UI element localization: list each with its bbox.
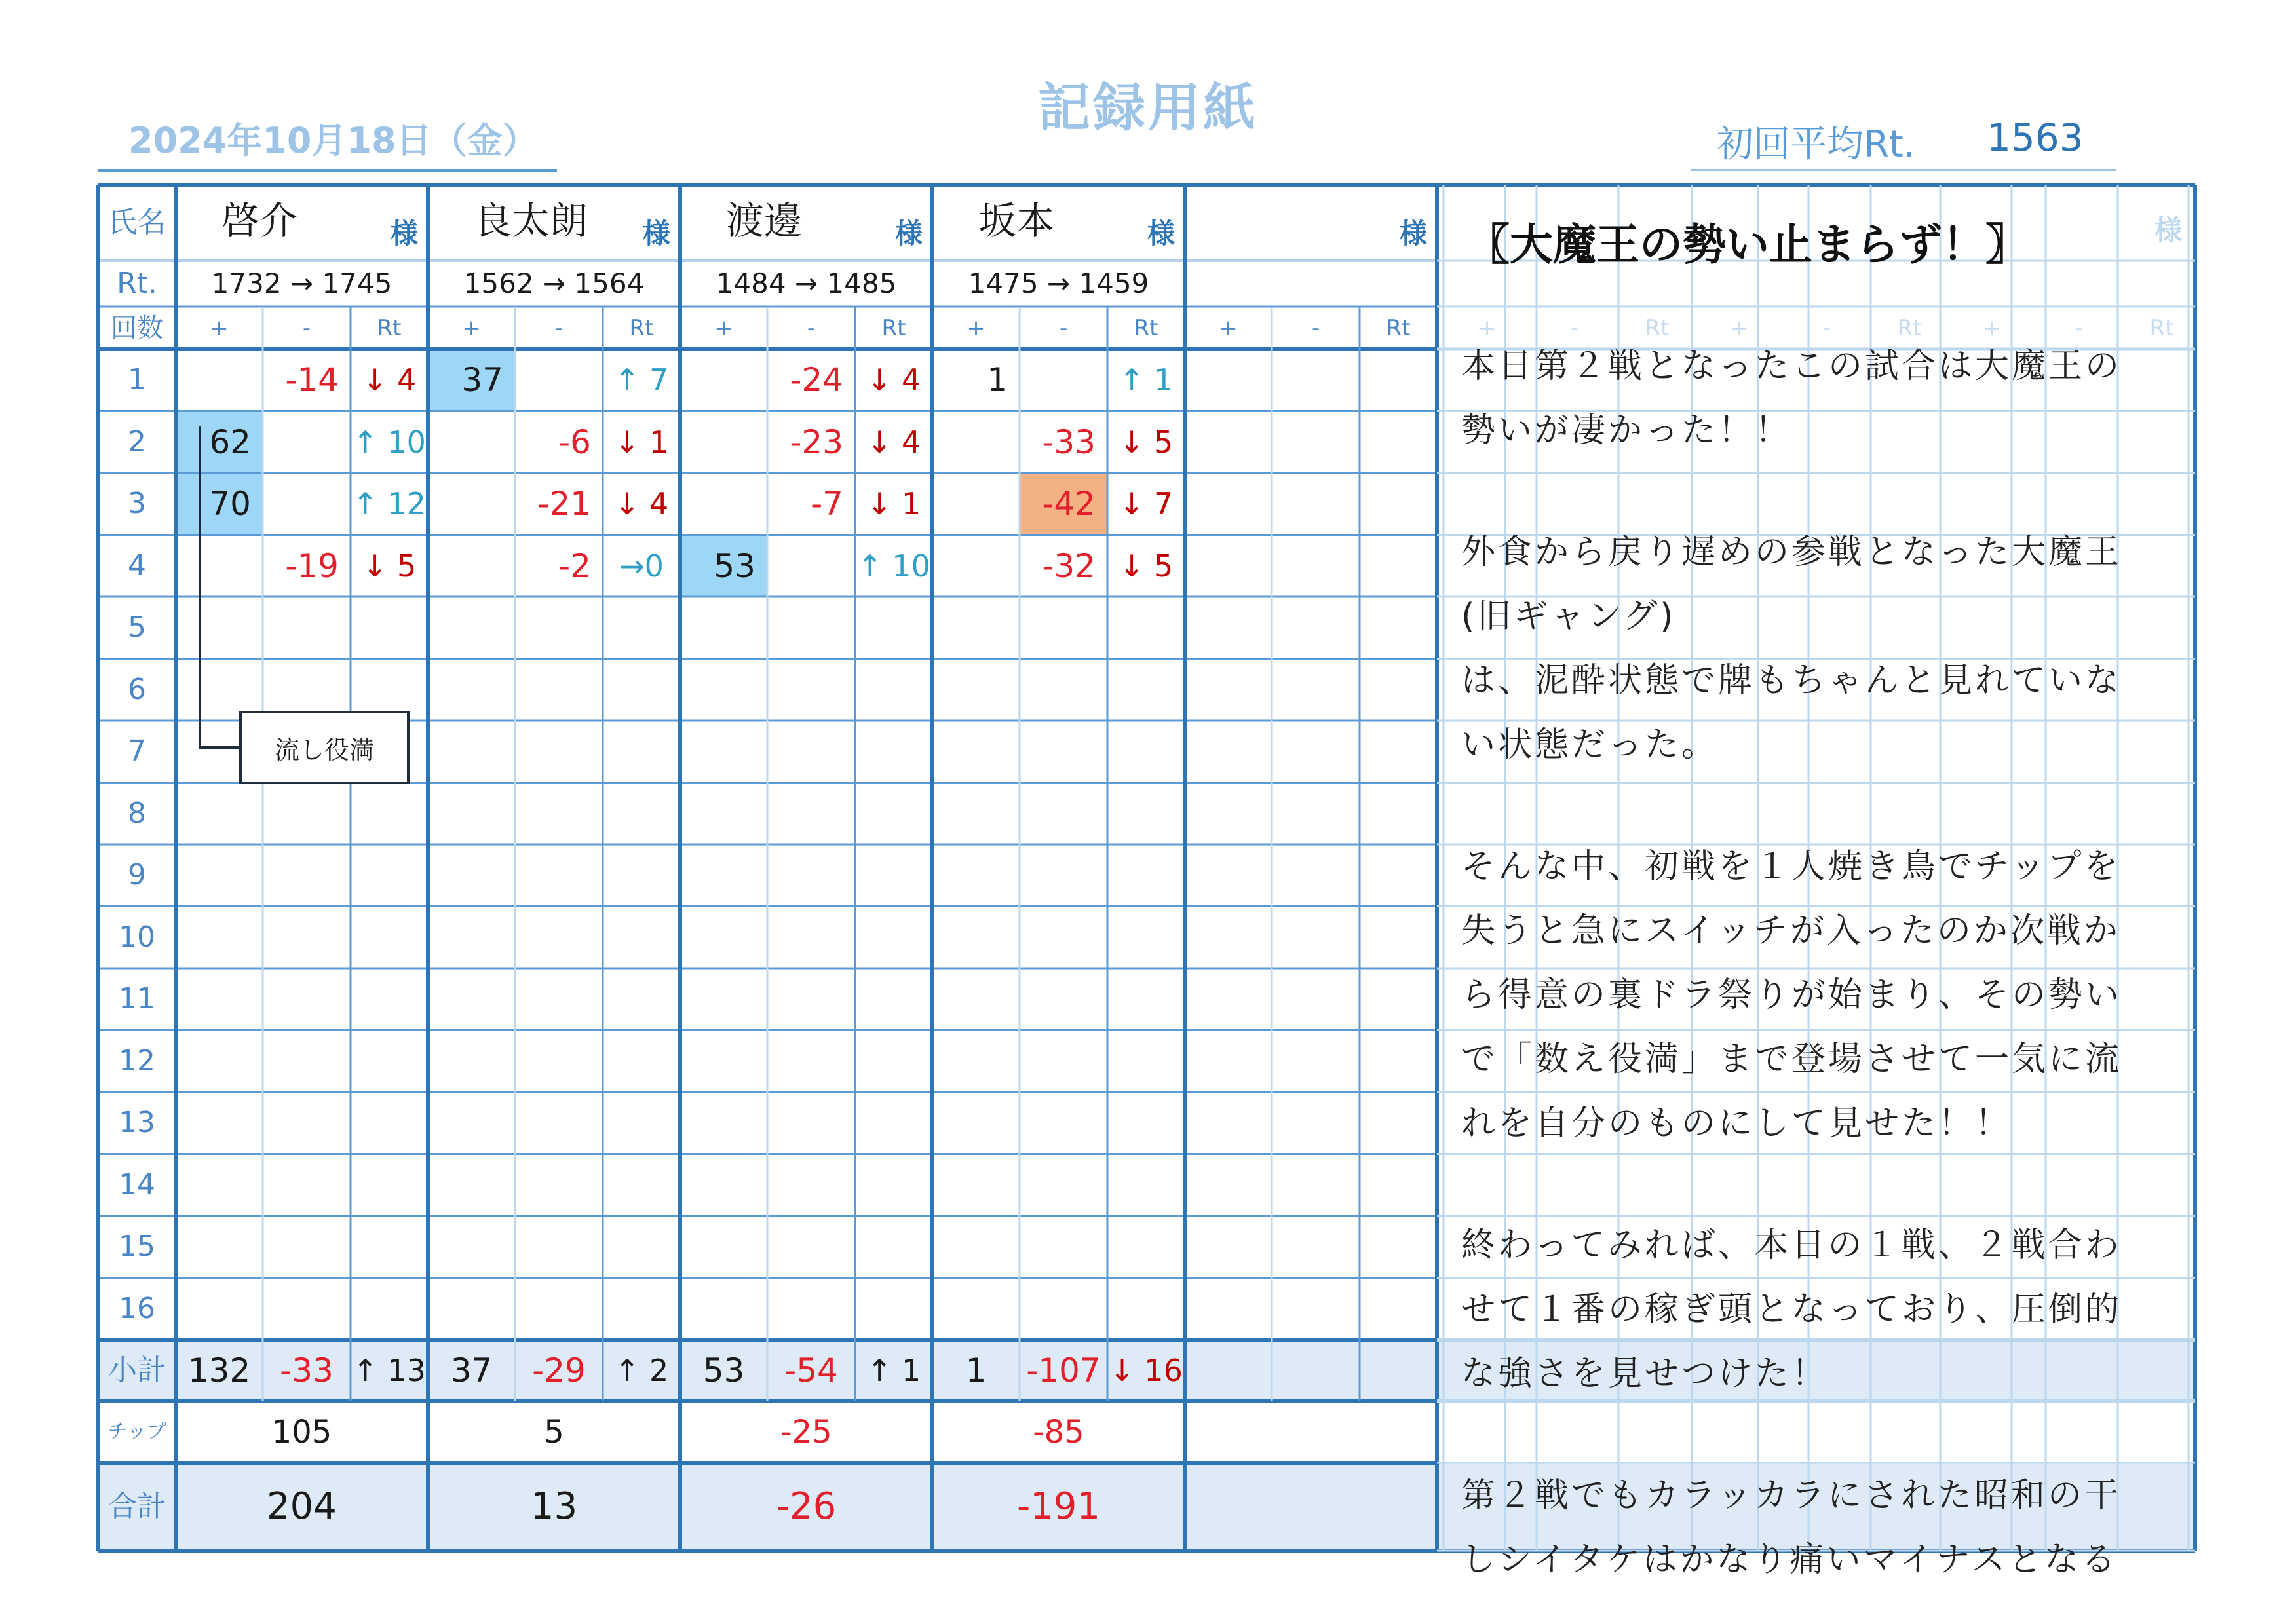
round-number: 8 (128, 796, 146, 830)
score-plus: 53 (714, 546, 756, 585)
article-paragraph (1461, 835, 2169, 1156)
score-minus: -21 (537, 485, 591, 523)
article-line: い状態だった。 (1461, 725, 1719, 765)
subtotal-minus: -33 (280, 1351, 334, 1389)
round-number: 4 (128, 548, 146, 582)
score-minus: -32 (1042, 546, 1096, 585)
round-number: 5 (128, 611, 146, 645)
panel-header-ghost: - (2075, 314, 2084, 341)
column-header: + (462, 314, 481, 341)
honorific-label: 様 (390, 217, 418, 250)
panel-header-ghost: Rt (1645, 314, 1670, 341)
average-rating-value: 1563 (1987, 115, 2084, 160)
score-minus: -24 (790, 361, 843, 400)
rating-change: ↑ 7 (614, 362, 669, 398)
column-header: - (1059, 314, 1068, 341)
score-minus: -19 (285, 546, 339, 585)
column-header: Rt (1134, 314, 1158, 341)
chip-value: 5 (544, 1414, 564, 1450)
rating-change: ↓ 4 (362, 362, 417, 398)
round-number: 3 (128, 487, 146, 521)
rating-change: ↓ 4 (866, 424, 921, 460)
column-header: + (1219, 314, 1238, 341)
annotation-note: 流し役満 (239, 711, 410, 784)
subtotal-rating: ↑ 1 (866, 1353, 921, 1388)
rating-change: →0 (619, 548, 664, 584)
subtotal-rating: ↓ 16 (1109, 1353, 1183, 1388)
column-header: Rt (629, 314, 654, 341)
score-plus: 62 (209, 423, 251, 461)
player-rating: 1732 → 1745 (211, 267, 392, 299)
article-line: 外食から戻り遅めの参戦となった大魔王 (1461, 533, 2122, 572)
round-number: 12 (119, 1044, 155, 1078)
total-value: -191 (1016, 1485, 1101, 1528)
subtotal-minus: -29 (532, 1351, 586, 1389)
label-subtotal: 小計 (108, 1353, 166, 1387)
article-paragraph (1461, 334, 2169, 463)
player-name: 啓介 (221, 198, 298, 243)
subtotal-plus: 132 (187, 1351, 251, 1389)
article-paragraph (1461, 1463, 2169, 1592)
total-value: 204 (267, 1485, 337, 1528)
panel-header-ghost: Rt (2149, 314, 2174, 341)
panel-header-ghost: + (1730, 314, 1749, 341)
rating-change: ↑ 12 (353, 486, 426, 522)
column-header: + (966, 314, 985, 341)
column-header: + (210, 314, 229, 341)
article-line: 失うと急にスイッチが入ったのか次戦か (1461, 911, 2120, 951)
rating-change: ↓ 5 (362, 548, 417, 584)
score-minus: -23 (790, 423, 843, 461)
round-number: 13 (119, 1106, 155, 1140)
subtotal-minus: -54 (784, 1351, 838, 1389)
label-round: 回数 (111, 312, 163, 343)
player-rating: 1484 → 1485 (716, 267, 897, 299)
panel-header-ghost: + (1478, 314, 1497, 341)
panel-honorific-ghost: 様 (2154, 214, 2182, 246)
panel-header-ghost: + (1982, 314, 2001, 341)
score-minus: -7 (811, 485, 843, 523)
rating-change: ↓ 1 (866, 486, 921, 522)
article-line: で「数え役満」まで登場させて一気に流 (1461, 1040, 2122, 1079)
article-line: 終わってみれば、本日の１戦、２戦合わ (1461, 1226, 2122, 1265)
column-header: - (302, 314, 311, 341)
round-number: 14 (119, 1167, 155, 1201)
total-value: -26 (776, 1485, 837, 1528)
total-value: 13 (530, 1485, 578, 1528)
article-line: 第２戦でもカラッカラにされた昭和の干 (1461, 1476, 2121, 1515)
score-minus: -2 (558, 546, 591, 585)
score-minus: -42 (1042, 485, 1096, 523)
column-header: - (807, 314, 816, 341)
chip-value: -85 (1033, 1414, 1084, 1450)
honorific-label: 様 (894, 217, 923, 250)
player-name: 渡邊 (726, 198, 803, 243)
subtotal-rating: ↑ 2 (614, 1353, 669, 1388)
article-line: 勢いが凄かった！！ (1461, 411, 1792, 450)
article-line: しシイタケはかなり痛いマイナスとなる (1461, 1540, 2118, 1579)
article-line: (旧ギャング) (1461, 597, 1676, 636)
panel-header-ghost: - (1570, 314, 1579, 341)
label-rt: Rt. (117, 267, 157, 300)
article-paragraph (1461, 520, 2169, 777)
score-plus: 70 (209, 485, 251, 523)
rating-change: ↓ 5 (1119, 548, 1174, 584)
round-number: 1 (128, 363, 146, 397)
rating-change: ↓ 4 (866, 362, 921, 398)
article-line: そんな中、初戦を１人焼き鳥でチップを (1461, 847, 2121, 886)
honorific-label: 様 (1147, 217, 1175, 250)
score-plus: 37 (461, 361, 503, 400)
rating-change: ↓ 5 (1119, 424, 1174, 460)
label-total: 合計 (108, 1490, 166, 1523)
label-name: 氏名 (108, 206, 166, 239)
record-date: 2024年10月18日（金） (128, 120, 538, 161)
player-name: 良太朗 (474, 198, 588, 243)
rating-change: ↑ 10 (353, 424, 426, 460)
score-minus: -33 (1042, 423, 1096, 461)
page-title: 記録用紙 (1038, 77, 1258, 138)
honorific-label: 様 (642, 217, 670, 250)
player-rating (1185, 261, 1437, 307)
rating-change: ↑ 10 (857, 548, 930, 584)
article-line: 本日第２戦となったこの試合は大魔王の (1461, 347, 2122, 386)
subtotal-rating: ↑ 13 (353, 1353, 426, 1388)
panel-header-ghost: - (1822, 314, 1831, 341)
subtotal-minus: -107 (1026, 1351, 1101, 1389)
article-paragraph (1461, 1213, 2169, 1406)
article-body (1461, 334, 2169, 1592)
column-header: Rt (881, 314, 906, 341)
score-minus: -6 (558, 423, 591, 461)
label-chip: チップ (107, 1420, 166, 1443)
chip-value: -25 (780, 1414, 832, 1450)
chip-value: 105 (271, 1414, 332, 1450)
column-header: Rt (1386, 314, 1411, 341)
column-header: Rt (377, 314, 402, 341)
honorific-label: 様 (1399, 217, 1427, 250)
article-line: せて１番の稼ぎ頭となっており、圧倒的 (1461, 1290, 2122, 1329)
subtotal-plus: 1 (965, 1351, 987, 1389)
player-rating: 1475 → 1459 (968, 267, 1149, 299)
article-line: な強さを見せつけた！ (1461, 1354, 1829, 1393)
column-header: + (714, 314, 733, 341)
player-name: 坂本 (978, 198, 1055, 243)
article-line: は、泥酔状態で牌もちゃんと見れていな (1461, 661, 2122, 700)
article-line: れを自分のものにして見せた！！ (1461, 1104, 2012, 1143)
round-number: 7 (128, 734, 146, 768)
rating-change: ↓ 7 (1119, 486, 1174, 522)
average-rating-label: 初回平均Rt. (1717, 123, 1915, 166)
column-header: - (1311, 314, 1320, 341)
round-number: 10 (119, 920, 155, 954)
rating-change: ↑ 1 (1119, 362, 1174, 398)
panel-header-ghost: Rt (1897, 314, 1922, 341)
article-title: 〖大魔王の勢い止まらず！〗 (1466, 219, 2029, 270)
article-line: ら得意の裏ドラ祭りが始まり、その勢い (1461, 975, 2122, 1015)
column-header: - (554, 314, 564, 341)
round-number: 11 (119, 982, 155, 1016)
round-number: 15 (119, 1230, 155, 1264)
subtotal-plus: 37 (450, 1351, 493, 1389)
round-number: 6 (128, 672, 146, 706)
subtotal-plus: 53 (702, 1351, 745, 1389)
round-number: 9 (128, 858, 146, 892)
rating-change: ↓ 1 (614, 424, 669, 460)
score-plus: 1 (987, 361, 1008, 400)
player-rating: 1562 → 1564 (463, 267, 645, 299)
rating-change: ↓ 4 (614, 486, 669, 522)
score-minus: -14 (285, 361, 339, 400)
round-number: 16 (119, 1291, 155, 1325)
round-number: 2 (128, 425, 146, 459)
